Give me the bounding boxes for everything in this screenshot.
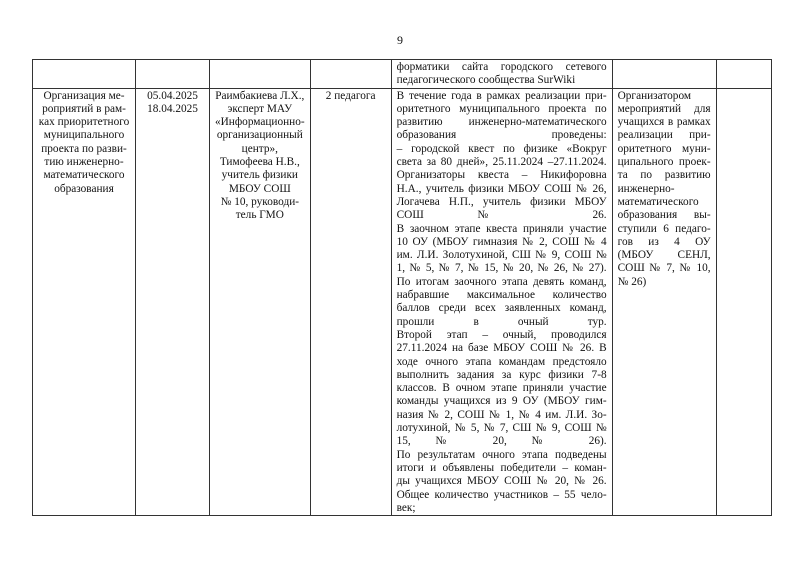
text-line: мероприятий для xyxy=(617,102,711,115)
cell-extra xyxy=(716,88,771,516)
table-row-continued xyxy=(33,60,772,89)
text-line: реализации при- xyxy=(617,129,711,142)
text-line: 15, № 20, № 26). xyxy=(396,435,607,448)
text-line: Н.А., учитель физики МБОУ СОШ № 26, xyxy=(396,182,607,195)
text-line: Второй этап – очный, проводился xyxy=(396,328,607,341)
text-line: инженерно- xyxy=(617,182,675,195)
cell-responsible xyxy=(210,60,311,89)
text-line: Организатором xyxy=(617,89,692,102)
cell-description xyxy=(391,60,612,89)
text-line: гов из 4 ОУ xyxy=(617,235,711,248)
text-line: команды учащихся из 9 ОУ (МБОУ гим- xyxy=(396,395,607,408)
text-line: света за 80 дней», 25.11.2024 –27.11.2024. xyxy=(396,156,607,169)
text-line: 18.04.2025 xyxy=(147,102,198,115)
text-line: ступили 6 педаго- xyxy=(617,222,711,235)
text-line: та по развитию xyxy=(617,169,711,182)
cell-date xyxy=(136,60,210,89)
text-line: образования проведены: xyxy=(396,129,607,142)
text-line: роприятий в рам- xyxy=(42,102,126,115)
text-line: ходе очного этапа командам предстояло xyxy=(396,355,607,368)
cell-date xyxy=(136,88,210,516)
text-line: По результатам очного этапа подведены xyxy=(396,448,607,461)
text-line: № 26) xyxy=(617,275,647,288)
text-line: тию инженерно- xyxy=(44,156,124,169)
text-line: ках приоритетного xyxy=(38,116,130,129)
text-line: развитию инженерно-математического xyxy=(396,116,607,129)
text-line: прошли в очный тур. xyxy=(396,315,607,328)
text-line: классов. В очном этапе приняли участие xyxy=(396,382,607,395)
text-line: организационный xyxy=(216,129,303,142)
text-line: муниципального xyxy=(43,129,125,142)
text-line: учитель физики xyxy=(221,169,298,182)
text-line: «Информационно- xyxy=(215,116,305,129)
text-line: им. Л.И. Золотухиной, СШ № 9, СОШ № xyxy=(396,249,607,262)
text-line: В заочном этапе квеста приняли участие xyxy=(396,222,607,235)
text-line: педагогического сообщества SurWiki xyxy=(396,74,576,87)
text-line: Раимбакиева Л.Х., xyxy=(215,89,305,102)
table-row-main xyxy=(33,88,772,516)
cell-extra xyxy=(716,60,771,89)
text-line: – городской квест по физике «Вокруг xyxy=(396,142,607,155)
text-line: 2 педагога xyxy=(325,89,376,102)
text-line: форматики сайта городского сетевого xyxy=(396,61,607,73)
cell-responsible xyxy=(210,88,311,516)
text-line: Общее количество участников – 55 чело- xyxy=(396,488,607,501)
text-line: баллов среди всех заявленных команд, xyxy=(396,302,607,315)
text-line: ды учащихся МБОУ СОШ № 20, № 26. xyxy=(396,475,607,488)
text-line: СОШ № 7, № 10, xyxy=(617,262,711,275)
cell-result xyxy=(612,60,716,89)
cell-participants xyxy=(310,60,391,89)
text-line: центр», xyxy=(241,142,278,155)
text-line: 27.11.2024 на базе МБОУ СОШ № 26. В xyxy=(396,342,607,355)
text-line: итоги и объявлены победители – коман- xyxy=(396,461,607,474)
text-line: лотухиной, № 5, № 7, СШ № 9, СОШ № xyxy=(396,422,607,435)
text-line: В течение года в рамках реализации при- xyxy=(396,89,607,102)
text-line: математического xyxy=(617,195,699,208)
text-line: век; xyxy=(396,501,416,514)
text-line: (МБОУ СЕНЛ, xyxy=(617,249,711,262)
text-line: математического xyxy=(43,169,125,182)
cell-description xyxy=(391,88,612,516)
report-table xyxy=(32,59,772,516)
text-line: тель ГМО xyxy=(235,209,284,222)
text-line: оритетного муниципального проекта по xyxy=(396,102,607,115)
text-line: 1, № 5, № 7, № 15, № 20, № 26, № 27). xyxy=(396,262,607,275)
text-line: проекта по разви- xyxy=(41,142,127,155)
text-line: образования xyxy=(54,182,114,195)
cell-participants xyxy=(310,88,391,516)
text-line: Логачева Н.П., учитель физики МБОУ xyxy=(396,195,607,208)
text-line: набравшие максимальное количество xyxy=(396,289,607,302)
text-line: эксперт МАУ xyxy=(227,102,293,115)
cell-event xyxy=(33,88,136,516)
page-number: 9 xyxy=(397,33,403,47)
text-line: СОШ № 26. xyxy=(396,209,607,222)
cell-result xyxy=(612,88,716,516)
text-line: учащихся в рамках xyxy=(617,116,711,129)
text-line: ципального проек- xyxy=(617,156,711,169)
text-line: По итогам заочного этапа девять команд, xyxy=(396,275,607,288)
text-line: МБОУ СОШ xyxy=(228,182,291,195)
text-line: оритетного муни- xyxy=(617,142,711,155)
text-line: № 10, руководи- xyxy=(220,195,300,208)
cell-event xyxy=(33,60,136,89)
text-line: выполнить задания за курс физики 7-8 xyxy=(396,368,607,381)
text-line: Организация ме- xyxy=(43,89,125,102)
text-line: Организаторы квеста – Никифоровна xyxy=(396,169,607,182)
text-line: Тимофеева Н.В., xyxy=(219,156,300,169)
text-line: образования вы- xyxy=(617,209,711,222)
text-line: 05.04.2025 xyxy=(147,89,198,102)
text-line: назия № 2, СОШ № 1, № 4 им. Л.И. Зо- xyxy=(396,408,607,421)
text-line: 10 ОУ (МБОУ гимназия № 2, СОШ № 4 xyxy=(396,235,607,248)
